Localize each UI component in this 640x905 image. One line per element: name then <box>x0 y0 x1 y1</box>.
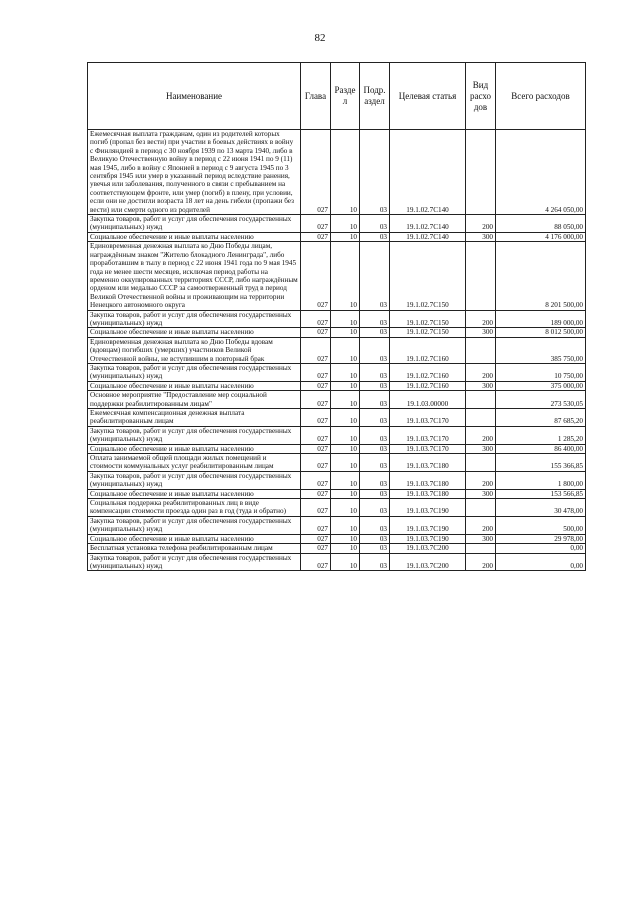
cell-section: 10 <box>331 310 360 328</box>
cell-target: 19.1.03.7С190 <box>390 499 466 517</box>
cell-expense-type <box>466 544 496 553</box>
cell-total: 30 478,00 <box>496 499 586 517</box>
cell-expense-type: 200 <box>466 310 496 328</box>
cell-section: 10 <box>331 363 360 381</box>
cell-target: 19.1.02.7С150 <box>390 310 466 328</box>
cell-target: 19.1.03.00000 <box>390 391 466 409</box>
cell-section: 10 <box>331 337 360 363</box>
cell-chapter: 027 <box>301 337 331 363</box>
cell-subsection: 03 <box>360 534 390 543</box>
cell-name: Социальное обеспечение и иные выплаты населению <box>88 444 301 453</box>
table-row <box>88 534 586 543</box>
cell-target: 19.1.03.7С170 <box>390 409 466 427</box>
cell-total: 0,00 <box>496 553 586 571</box>
cell-chapter: 027 <box>301 499 331 517</box>
cell-total: 189 000,00 <box>496 310 586 328</box>
cell-target: 19.1.02.7С140 <box>390 232 466 241</box>
cell-name: Закупка товаров, работ и услуг для обеспечения государственных (муниципальных) нужд <box>88 516 301 534</box>
table-row <box>88 232 586 241</box>
cell-chapter: 027 <box>301 242 331 310</box>
cell-expense-type <box>466 242 496 310</box>
cell-chapter: 027 <box>301 381 331 390</box>
cell-expense-type <box>466 454 496 472</box>
cell-subsection: 03 <box>360 454 390 472</box>
cell-expense-type: 300 <box>466 534 496 543</box>
header-expense-type: Вид расхо дов <box>466 63 496 130</box>
cell-total: 4 264 050,00 <box>496 130 586 215</box>
cell-expense-type: 200 <box>466 426 496 444</box>
cell-name: Единовременная денежная выплата ко Дню Победы вдовам (вдовцам) погибших (умерших) участников Великой Отечественной войны, не вступившим в повторный брак <box>88 337 301 363</box>
cell-name: Закупка товаров, работ и услуг для обеспечения государственных (муниципальных) нужд <box>88 553 301 571</box>
cell-name: Закупка товаров, работ и услуг для обеспечения государственных (муниципальных) нужд <box>88 426 301 444</box>
cell-chapter: 027 <box>301 232 331 241</box>
table-row <box>88 363 586 381</box>
cell-name: Ежемесячная компенсационная денежная выплата реабилитированным лицам <box>88 409 301 427</box>
cell-expense-type: 300 <box>466 232 496 241</box>
header-chapter: Глава <box>301 63 331 130</box>
cell-expense-type: 300 <box>466 328 496 337</box>
cell-target: 19.1.03.7С180 <box>390 471 466 489</box>
table-row <box>88 391 586 409</box>
cell-subsection: 03 <box>360 242 390 310</box>
cell-chapter: 027 <box>301 363 331 381</box>
cell-target: 19.1.02.7С160 <box>390 337 466 363</box>
cell-name: Закупка товаров, работ и услуг для обеспечения государственных (муниципальных) нужд <box>88 215 301 233</box>
cell-expense-type <box>466 499 496 517</box>
cell-subsection: 03 <box>360 489 390 498</box>
header-subsection: Подр. аздел <box>360 63 390 130</box>
cell-subsection: 03 <box>360 544 390 553</box>
cell-chapter: 027 <box>301 471 331 489</box>
cell-total: 4 176 000,00 <box>496 232 586 241</box>
table-row <box>88 471 586 489</box>
cell-name: Основное мероприятие "Предоставление мер социальной поддержки реабилитированным лицам" <box>88 391 301 409</box>
cell-chapter: 027 <box>301 534 331 543</box>
cell-target: 19.1.02.7С160 <box>390 363 466 381</box>
cell-chapter: 027 <box>301 553 331 571</box>
cell-subsection: 03 <box>360 471 390 489</box>
cell-section: 10 <box>331 232 360 241</box>
cell-target: 19.1.02.7С150 <box>390 242 466 310</box>
table-row <box>88 130 586 215</box>
cell-subsection: 03 <box>360 516 390 534</box>
table-row <box>88 381 586 390</box>
cell-total: 87 685,20 <box>496 409 586 427</box>
cell-subsection: 03 <box>360 409 390 427</box>
cell-name: Социальное обеспечение и иные выплаты населению <box>88 328 301 337</box>
cell-expense-type: 200 <box>466 471 496 489</box>
cell-chapter: 027 <box>301 328 331 337</box>
table-row <box>88 489 586 498</box>
page-number: 82 <box>314 32 326 44</box>
cell-total: 29 978,00 <box>496 534 586 543</box>
cell-section: 10 <box>331 242 360 310</box>
cell-chapter: 027 <box>301 391 331 409</box>
cell-section: 10 <box>331 499 360 517</box>
cell-expense-type: 200 <box>466 516 496 534</box>
cell-total: 88 050,00 <box>496 215 586 233</box>
cell-chapter: 027 <box>301 215 331 233</box>
cell-chapter: 027 <box>301 516 331 534</box>
cell-target: 19.1.03.7С200 <box>390 553 466 571</box>
table-row <box>88 310 586 328</box>
cell-total: 500,00 <box>496 516 586 534</box>
cell-target: 19.1.02.7С140 <box>390 215 466 233</box>
cell-expense-type: 200 <box>466 553 496 571</box>
header-target: Целевая статья <box>390 63 466 130</box>
cell-subsection: 03 <box>360 363 390 381</box>
cell-section: 10 <box>331 444 360 453</box>
cell-total: 0,00 <box>496 544 586 553</box>
cell-target: 19.1.03.7С180 <box>390 454 466 472</box>
header-name: Наименование <box>88 63 301 130</box>
cell-expense-type <box>466 130 496 215</box>
cell-total: 273 530,05 <box>496 391 586 409</box>
cell-expense-type: 300 <box>466 489 496 498</box>
cell-section: 10 <box>331 328 360 337</box>
cell-total: 375 000,00 <box>496 381 586 390</box>
table-row <box>88 499 586 517</box>
cell-target: 19.1.03.7С200 <box>390 544 466 553</box>
cell-subsection: 03 <box>360 130 390 215</box>
cell-chapter: 027 <box>301 426 331 444</box>
cell-expense-type: 300 <box>466 444 496 453</box>
cell-chapter: 027 <box>301 409 331 427</box>
cell-total: 155 366,85 <box>496 454 586 472</box>
cell-section: 10 <box>331 409 360 427</box>
cell-chapter: 027 <box>301 489 331 498</box>
table-row <box>88 544 586 553</box>
cell-subsection: 03 <box>360 381 390 390</box>
cell-name: Ежемесячная выплата гражданам, один из родителей которых погиб (пропал без вести) при участии в боевых действиях в войну с Финляндией в период с 30 ноября 1939 по 13 марта 1940, либо в Великую Отечественную войну в период с 22 июня 1941 по 9 (11) мая 1945, либо в войну с Японией в период с 9 августа 1945 по 3 сентября 1945 или умер в указанный период вследствие ранения, увечья или заболевания, полученного в связи с пребыванием на соответствующем фронте, или умер (погиб) в плену, при условии, если они не достигли возраста 18 лет на день гибели (пропажи без вести) или смерти одного из родителей <box>88 130 301 215</box>
budget-table <box>87 62 586 571</box>
cell-section: 10 <box>331 454 360 472</box>
cell-name: Закупка товаров, работ и услуг для обеспечения государственных (муниципальных) нужд <box>88 310 301 328</box>
cell-chapter: 027 <box>301 130 331 215</box>
table-row <box>88 454 586 472</box>
cell-target: 19.1.02.7С160 <box>390 381 466 390</box>
cell-section: 10 <box>331 381 360 390</box>
cell-section: 10 <box>331 426 360 444</box>
cell-expense-type: 300 <box>466 381 496 390</box>
cell-target: 19.1.03.7С170 <box>390 426 466 444</box>
cell-subsection: 03 <box>360 499 390 517</box>
cell-expense-type <box>466 337 496 363</box>
cell-name: Социальное обеспечение и иные выплаты населению <box>88 534 301 543</box>
cell-subsection: 03 <box>360 553 390 571</box>
cell-name: Социальное обеспечение и иные выплаты населению <box>88 232 301 241</box>
cell-subsection: 03 <box>360 328 390 337</box>
cell-name: Социальное обеспечение и иные выплаты населению <box>88 489 301 498</box>
cell-total: 8 201 500,00 <box>496 242 586 310</box>
table-row <box>88 516 586 534</box>
table-row <box>88 242 586 310</box>
cell-section: 10 <box>331 130 360 215</box>
table-row <box>88 215 586 233</box>
table-row <box>88 426 586 444</box>
cell-expense-type <box>466 409 496 427</box>
cell-section: 10 <box>331 489 360 498</box>
cell-section: 10 <box>331 391 360 409</box>
cell-section: 10 <box>331 553 360 571</box>
cell-total: 1 800,00 <box>496 471 586 489</box>
cell-section: 10 <box>331 534 360 543</box>
header-section: Разде л <box>331 63 360 130</box>
cell-subsection: 03 <box>360 215 390 233</box>
cell-subsection: 03 <box>360 337 390 363</box>
cell-subsection: 03 <box>360 444 390 453</box>
cell-expense-type: 200 <box>466 363 496 381</box>
cell-total: 8 012 500,00 <box>496 328 586 337</box>
cell-target: 19.1.03.7С170 <box>390 444 466 453</box>
cell-total: 1 285,20 <box>496 426 586 444</box>
table-row <box>88 444 586 453</box>
cell-target: 19.1.02.7С150 <box>390 328 466 337</box>
cell-expense-type: 200 <box>466 215 496 233</box>
table-row <box>88 409 586 427</box>
cell-subsection: 03 <box>360 426 390 444</box>
table-body <box>88 130 586 571</box>
cell-chapter: 027 <box>301 310 331 328</box>
cell-target: 19.1.02.7С140 <box>390 130 466 215</box>
table-row <box>88 553 586 571</box>
cell-name: Единовременная денежная выплата ко Дню Победы лицам, награждённым знаком "Жителю блокадного Ленинграда", либо проработавшим в тылу в период с 22 июня 1941 года по 9 мая 1945 года не менее шести месяцев, исключая период работы на временно оккупированных территориях СССР, либо награждённым орденом или медалью СССР за самоотверженный труд в период Великой Отечественной войны и проживающим на территории Ненецкого автономного округа <box>88 242 301 310</box>
cell-section: 10 <box>331 215 360 233</box>
cell-name: Закупка товаров, работ и услуг для обеспечения государственных (муниципальных) нужд <box>88 471 301 489</box>
cell-total: 86 400,00 <box>496 444 586 453</box>
cell-target: 19.1.03.7С180 <box>390 489 466 498</box>
cell-section: 10 <box>331 471 360 489</box>
cell-section: 10 <box>331 516 360 534</box>
table-header-row <box>88 63 586 130</box>
cell-total: 385 750,00 <box>496 337 586 363</box>
cell-name: Социальная поддержка реабилитированных лиц в виде компенсации стоимости проезда один раз в год (туда и обратно) <box>88 499 301 517</box>
cell-name: Закупка товаров, работ и услуг для обеспечения государственных (муниципальных) нужд <box>88 363 301 381</box>
cell-chapter: 027 <box>301 544 331 553</box>
cell-name: Оплата занимаемой общей площади жилых помещений и стоимости коммунальных услуг реабилитированным лицам <box>88 454 301 472</box>
cell-subsection: 03 <box>360 310 390 328</box>
cell-target: 19.1.03.7С190 <box>390 516 466 534</box>
cell-total: 10 750,00 <box>496 363 586 381</box>
cell-total: 153 566,85 <box>496 489 586 498</box>
table-row <box>88 337 586 363</box>
table-row <box>88 328 586 337</box>
cell-name: Социальное обеспечение и иные выплаты населению <box>88 381 301 390</box>
cell-subsection: 03 <box>360 232 390 241</box>
cell-subsection: 03 <box>360 391 390 409</box>
cell-chapter: 027 <box>301 444 331 453</box>
cell-section: 10 <box>331 544 360 553</box>
cell-name: Бесплатная установка телефона реабилитированным лицам <box>88 544 301 553</box>
cell-expense-type <box>466 391 496 409</box>
cell-target: 19.1.03.7С190 <box>390 534 466 543</box>
cell-chapter: 027 <box>301 454 331 472</box>
header-total: Всего расходов <box>496 63 586 130</box>
